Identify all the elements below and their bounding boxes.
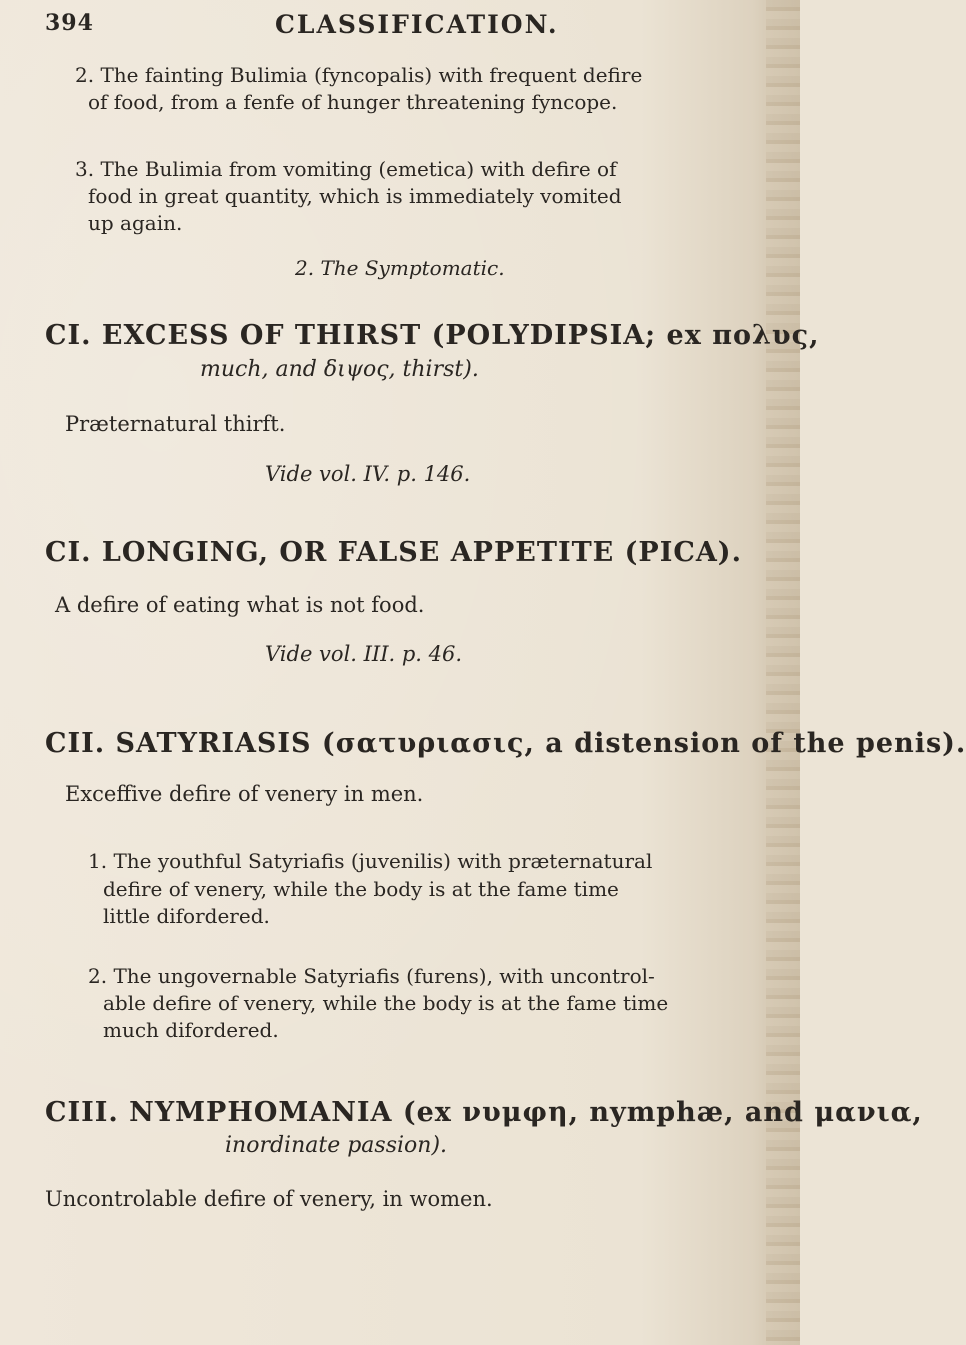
ci-pica-heading: CI. LONGING, OR FALSE APPETITE (PICA). xyxy=(45,537,742,568)
ciii-nymphomania-heading: CIII. NYMPHOMANIA (ex νυμφη, nymphæ, and μανια, xyxy=(45,1097,923,1128)
ci-polydipsia-etymology: much, and διψος, thirst). xyxy=(200,357,479,382)
satyriasis-item-1-line-1: 1. The youthful Satyriafis (juvenilis) with præternatural xyxy=(88,849,653,873)
bulimia-item-2-line-1: 2. The fainting Bulimia (fyncopalis) with frequent defire xyxy=(75,63,643,87)
ci-pica-reference: Vide vol. III. p. 46. xyxy=(265,642,463,666)
ciii-nymphomania-definition: Uncontrolable defire of venery, in women. xyxy=(45,1187,493,1211)
satyriasis-item-2-line-2: able defire of venery, while the body is at the fame time xyxy=(103,991,669,1015)
ci-polydipsia-definition: Præternatural thirft. xyxy=(65,412,286,436)
section-symptomatic: 2. The Symptomatic. xyxy=(295,256,505,280)
ci-pica-definition: A defire of eating what is not food. xyxy=(55,593,425,617)
bulimia-item-2-line-2: of food, from a fenfe of hunger threatening fyncope. xyxy=(88,90,618,114)
ci-polydipsia-heading: CI. EXCESS OF THIRST (POLYDIPSIA; ex πολυς, xyxy=(45,320,820,351)
ci-polydipsia-reference: Vide vol. IV. p. 146. xyxy=(265,462,471,486)
running-title: CLASSIFICATION. xyxy=(275,10,559,39)
cii-satyriasis-definition: Exceffive defire of venery in men. xyxy=(65,782,424,806)
satyriasis-item-2-line-3: much difordered. xyxy=(103,1018,279,1042)
page-edge xyxy=(766,0,800,1345)
satyriasis-item-2-line-1: 2. The ungovernable Satyriafis (furens), with uncontrol- xyxy=(88,964,655,988)
bulimia-item-3-line-2: food in great quantity, which is immediately vomited xyxy=(88,184,622,208)
satyriasis-item-1-line-2: defire of venery, while the body is at the fame time xyxy=(103,877,619,901)
cii-satyriasis-heading: CII. SATYRIASIS (σατυριασις, a distension of the penis). xyxy=(45,728,966,759)
page-number: 394 xyxy=(45,10,94,36)
satyriasis-item-1-line-3: little difordered. xyxy=(103,904,270,928)
ciii-nymphomania-etymology: inordinate passion). xyxy=(225,1133,448,1158)
bulimia-item-3-line-3: up again. xyxy=(88,211,183,235)
bulimia-item-3-line-1: 3. The Bulimia from vomiting (emetica) with defire of xyxy=(75,157,617,181)
